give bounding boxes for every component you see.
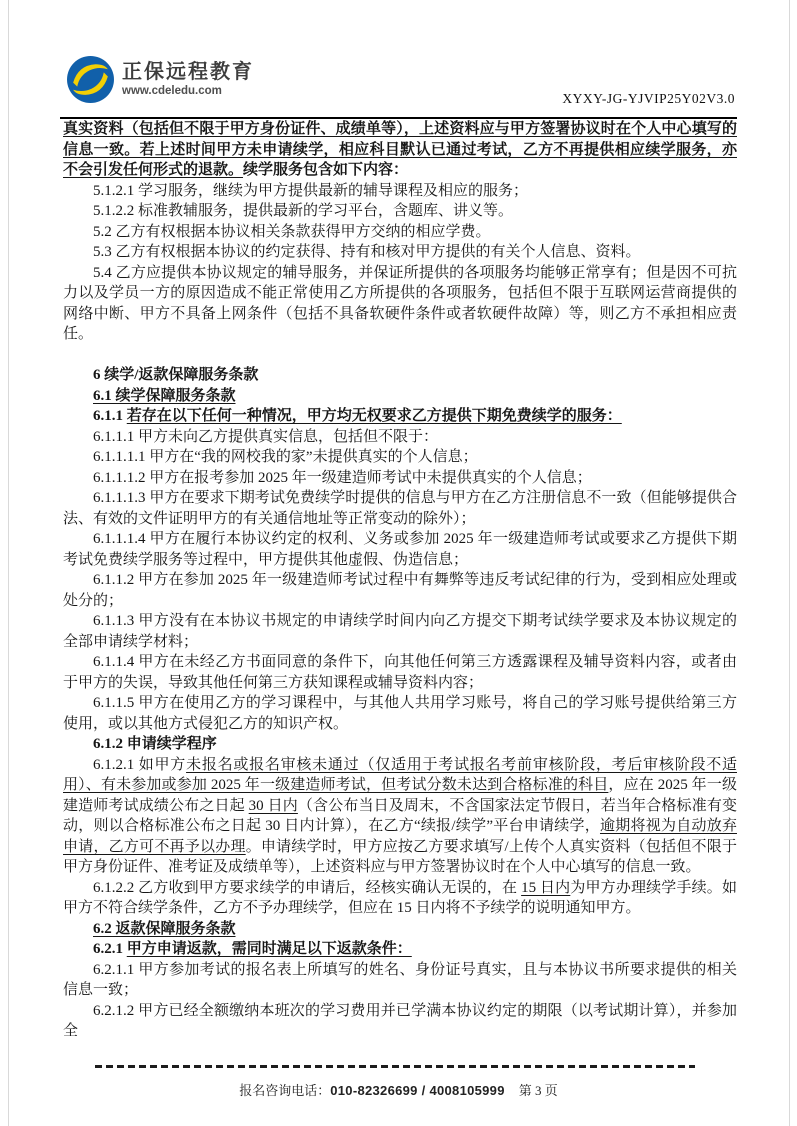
text-run: 为甲方办理续学手续。如甲方不符合续学条件，乙方不予办理续学，但应在 15 日内将不予续学的说明通知甲方。 [63, 879, 737, 916]
text-run: 逾期将视为自动放弃申请，乙方可不再予以办理 [63, 818, 737, 855]
text-run: 6.1.1.1 甲方未向乙方提供真实信息，包括但不限于： [93, 428, 439, 445]
text-run: 5.4 乙方应提供本协议规定的辅导服务，并保证所提供的各项服务均能够正常享有；但是因不可抗力以及学员一方的原因造成不能正常使用乙方所提供的各项服务，包括但不限于互联网运营商提供的网络中断、甲方不具备上网条件（包括不具备软硬件条件或者软硬件故障）等，则乙方不承担相应责任。 [63, 264, 737, 342]
text-run: ，应在 2025 年一级建造师考试成绩公布之日起 [63, 777, 737, 814]
text-run: 未报名或报名审核未通过（仅适用于考试报名考前审核阶段，考后审核阶段不适用）、有未参加或参加 2025 年一级建造师考试，但考试分数未达到合格标准的科目 [63, 756, 737, 793]
footer-phone-numbers: 010-82326699 / 4008105999 [330, 1083, 505, 1098]
clause-5-1-2-1 [63, 181, 737, 202]
text-run: 6.1.1.2 甲方在参加 2025 年一级建造师考试过程中有舞弊等违反考试纪律的行为，受到相应处理或处分的； [63, 572, 737, 609]
page-footer [0, 1080, 797, 1099]
clause-6-1-1-1 [63, 427, 737, 448]
text-run: 6.1.1 [93, 408, 127, 424]
clause-6-1-2-2 [63, 878, 737, 919]
section-6-heading [63, 365, 737, 386]
clause-6-1-2-1 [63, 755, 737, 878]
text-run: （含公布当日及周末，不含国家法定节假日，若当年合格标准有变动，则以合格标准公布之日起 30 日内计算），在乙方“续报/续学”平台申请续学， [63, 797, 737, 834]
text-run: 5.1.2.2 标准教辅服务，提供最新的学习平台，含题库、讲义等。 [93, 203, 514, 219]
brand-url: www.cdeledu.com [122, 85, 222, 97]
clause-6-1-1-3 [63, 611, 737, 652]
brand-name: 正保远程教育 [122, 61, 254, 83]
page-header [60, 0, 737, 119]
clause-5-4 [63, 263, 737, 345]
company-logo [66, 55, 254, 104]
clause-6-1-1-5 [63, 693, 737, 734]
clause-6-2-1-2 [63, 1001, 737, 1042]
text-run: 6.1.2.1 如甲方 [93, 756, 187, 773]
text-run: 5.2 乙方有权根据本协议相关条款获得甲方交纳的相应学费。 [93, 223, 491, 240]
carryover-paragraph [63, 119, 737, 181]
text-run: 6.1.1.4 甲方在未经乙方书面同意的条件下，向其他任何第三方透露课程及辅导资料内容，或者由于甲方的失误，导致其他任何第三方获知课程或辅导资料内容； [63, 654, 737, 691]
footer-phone-label: 报名咨询电话： [239, 1083, 331, 1098]
clause-5-2 [63, 222, 737, 243]
text-run: 6.2 返款保障服务条款 [93, 920, 236, 937]
clause-6-2-1 [63, 939, 737, 960]
text-run: 6.1.2 申请续学程序 [93, 736, 217, 752]
text-run: 6.1.2.2 乙方收到甲方要求续学的申请后，经核实确认无误的，在 [93, 879, 522, 896]
text-run: 真实资料（包括但不限于甲方身份证件、成绩单等），上述资料应与甲方签署协议时在个人中心填写的信息一致。若上述时间甲方未申请续学，相应科目默认已通过考试，乙方不再提供相应续学服务，亦不会引发任何形式的退款。 [63, 121, 737, 178]
page-left-edge [8, 0, 9, 1126]
clause-6-1-1-1-4 [63, 529, 737, 570]
text-run: 5.3 乙方有权根据本协议的约定获得、持有和核对甲方提供的有关个人信息、资料。 [93, 244, 641, 260]
clause-6-1-1-1-1 [63, 447, 737, 468]
contract-body [63, 119, 737, 1042]
text-run: 30 日内 [248, 797, 298, 814]
text-run: 6.1.1.1.4 甲方在履行本协议约定的权利、义务或参加 2025 年一级建造师考试或要求乙方提供下期考试免费续学服务等过程中，甲方提供其他虚假、伪造信息； [63, 531, 737, 568]
text-run: 6.2.1.1 甲方参加考试的报名表上所填写的姓名、身份证号真实，且与本协议书所要求提供的相关信息一致； [63, 961, 737, 998]
clause-6-2-1-1 [63, 960, 737, 1001]
logo-text [122, 61, 254, 98]
document-code: XYXY-JG-YJVIP25Y02V3.0 [562, 91, 735, 106]
text-run: 15 日内 [521, 879, 571, 896]
text-run: 6.1.1.1.2 甲方在报考参加 2025 年一级建造师考试中未提供真实的个人信息； [93, 469, 592, 486]
text-run: 甲方申请返款，需同时满足以下返款条件： [126, 941, 412, 957]
text-run: 6.1.1.3 甲方没有在本协议书规定的申请续学时间内向乙方提交下期考试续学要求及本协议规定的全部申请续学材料； [63, 613, 737, 650]
text-run: 5.1.2.1 学习服务，继续为甲方提供最新的辅导课程及相应的服务； [93, 182, 529, 199]
text-run: 6.1.1.1.1 甲方在“我的网校我的家”未提供真实的个人信息； [93, 449, 478, 465]
clause-6-2-heading [63, 919, 737, 940]
clause-5-3 [63, 242, 737, 263]
section-gap [63, 345, 737, 366]
text-run: 。申请续学时，甲方应按乙方要求填写/上传个人真实资料（包括但不限于甲方身份证件、准考证及成绩单等），上述资料应与甲方签署协议时在个人中心填写的信息一致。 [63, 838, 737, 875]
clause-5-1-2-2 [63, 201, 737, 222]
clause-6-1-1 [63, 406, 737, 427]
clause-6-1-2-heading [63, 734, 737, 755]
text-run: 6.1.1.1.3 甲方在要求下期考试免费续学时提供的信息与甲方在乙方注册信息不一致（但能够提供合法、有效的文件证明甲方的有关通信地址等正常变动的除外）； [63, 490, 737, 527]
clause-6-1-1-1-2 [63, 468, 737, 489]
text-run: 6 续学/返款保障服务条款 [93, 367, 259, 383]
clause-6-1-1-2 [63, 570, 737, 611]
text-run: 6.2.1.2 甲方已经全额缴纳本班次的学习费用并已学满本协议约定的期限（以考试期计算），并参加全 [63, 1002, 737, 1039]
clause-6-1-1-4 [63, 652, 737, 693]
clause-6-1-1-1-3 [63, 488, 737, 529]
footer-divider [95, 1065, 695, 1068]
text-run: 6.1 续学保障服务条款 [93, 387, 236, 404]
clause-6-1-heading [63, 386, 737, 407]
text-run: 6.2.1 [93, 941, 127, 957]
footer-page-number: 第 3 页 [518, 1083, 558, 1098]
swirl-globe-icon [66, 55, 115, 104]
text-run: 6.1.1.5 甲方在使用乙方的学习课程中，与其他人共用学习账号，将自己的学习账号提供给第三方使用，或以其他方式侵犯乙方的知识产权。 [63, 695, 737, 732]
text-run: 续学服务包含如下内容： [243, 162, 409, 178]
text-run: 若存在以下任何一种情况，甲方均无权要求乙方提供下期免费续学的服务： [126, 408, 622, 424]
page-right-edge [789, 0, 790, 1126]
